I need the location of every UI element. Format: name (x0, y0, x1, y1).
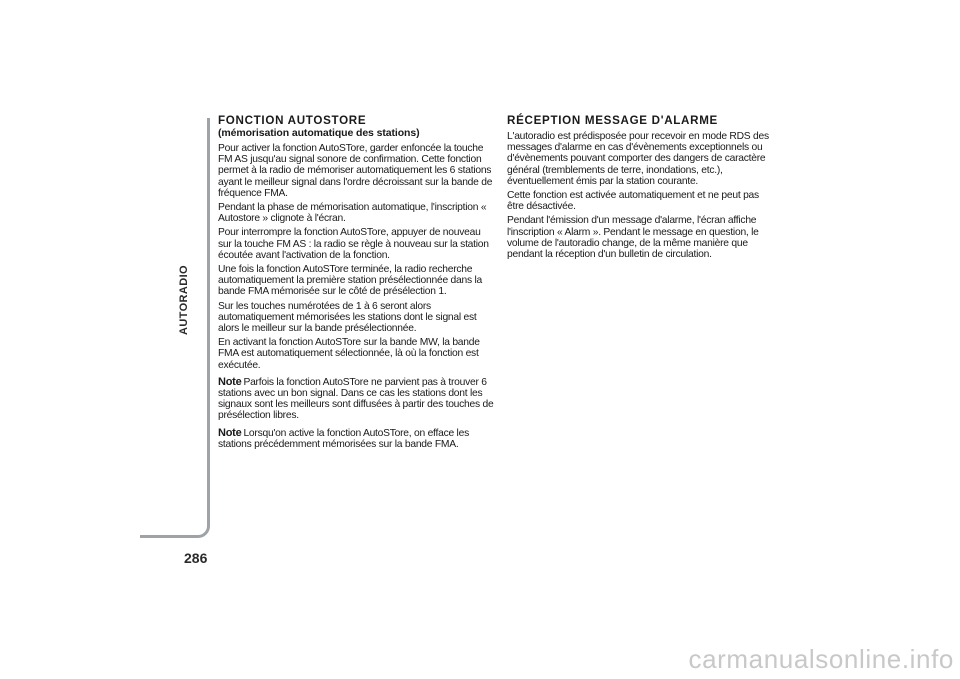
paragraph: Pour activer la fonction AutoSTore, garder enfoncée la touche FM AS jusqu'au signal sonore de confirmation. Cette fonction permet à la radio de mémoriser automatiquement les 6 stations ayant le meilleur signal dans l'ordre décroissant sur la bande de fréquence FMA. (218, 143, 493, 199)
page-number: 286 (184, 550, 208, 566)
note (218, 428, 494, 450)
paragraph: Cette fonction est activée automatiquement et ne peut pas être désactivée. (507, 190, 759, 213)
section-title-alarm: RÉCEPTION MESSAGE D'ALARME (507, 114, 718, 127)
paragraph: L'autoradio est prédisposée pour recevoir en mode RDS des messages d'alarme en cas d'évènements exceptionnels ou d'évènements pouvant comporter des dangers de caractère général (tremblements de terre, inondations, etc.), éventuellement émis par la station courante. (507, 131, 769, 187)
watermark: carmanualsonline.info (688, 644, 954, 674)
section-title-autostore: FONCTION AUTOSTORE (218, 114, 367, 127)
paragraph: Pendant la phase de mémorisation automatique, l'inscription « Autostore » clignote à l'écran. (218, 202, 487, 225)
paragraph: Sur les touches numérotées de 1 à 6 seront alors automatiquement mémorisées les stations dont le signal est alors le meilleur sur la bande présélectionnée. (218, 300, 477, 335)
section-label: AUTORADIO (178, 264, 190, 336)
right-column (507, 114, 775, 263)
paragraph: En activant la fonction AutoSTore sur la bande MW, la bande FMA est automatiquement sélectionnée, là où la fonction est exécutée. (218, 337, 480, 371)
note-text: Lorsqu'on active la fonction AutoSTore, on efface les stations précédemment mémorisées sur la bande FMA. (218, 427, 469, 450)
note-label: Note (218, 375, 242, 388)
sidebar-frame (140, 118, 210, 538)
section-subtitle-autostore: (mémorisation automatique des stations) (218, 127, 420, 139)
note (218, 377, 494, 422)
note-text: Parfois la fonction AutoSTore ne parvient pas à trouver 6 stations avec un bon signal. Dans ce cas les stations dont les signaux sont les meilleurs sont diffusées à partir des touches de présélection libres. (218, 376, 494, 422)
paragraph: Pour interrompre la fonction AutoSTore, appuyer de nouveau sur la touche FM AS : la radio se règle à nouveau sur la station écoutée avant l'activation de la fonction. (218, 227, 489, 261)
left-column (218, 114, 494, 453)
paragraph: Pendant l'émission d'un message d'alarme, l'écran affiche l'inscription « Alarm ». Pendant le message en question, le volume de l'autoradio change, de la même manière que pendant la réception d'un bulletin de circulation. (507, 215, 759, 261)
paragraph: Une fois la fonction AutoSTore terminée, la radio recherche automatiquement la première station présélectionnée dans la bande FMA mémorisée sur le côté de présélection 1. (218, 264, 483, 298)
note-label: Note (218, 426, 242, 439)
